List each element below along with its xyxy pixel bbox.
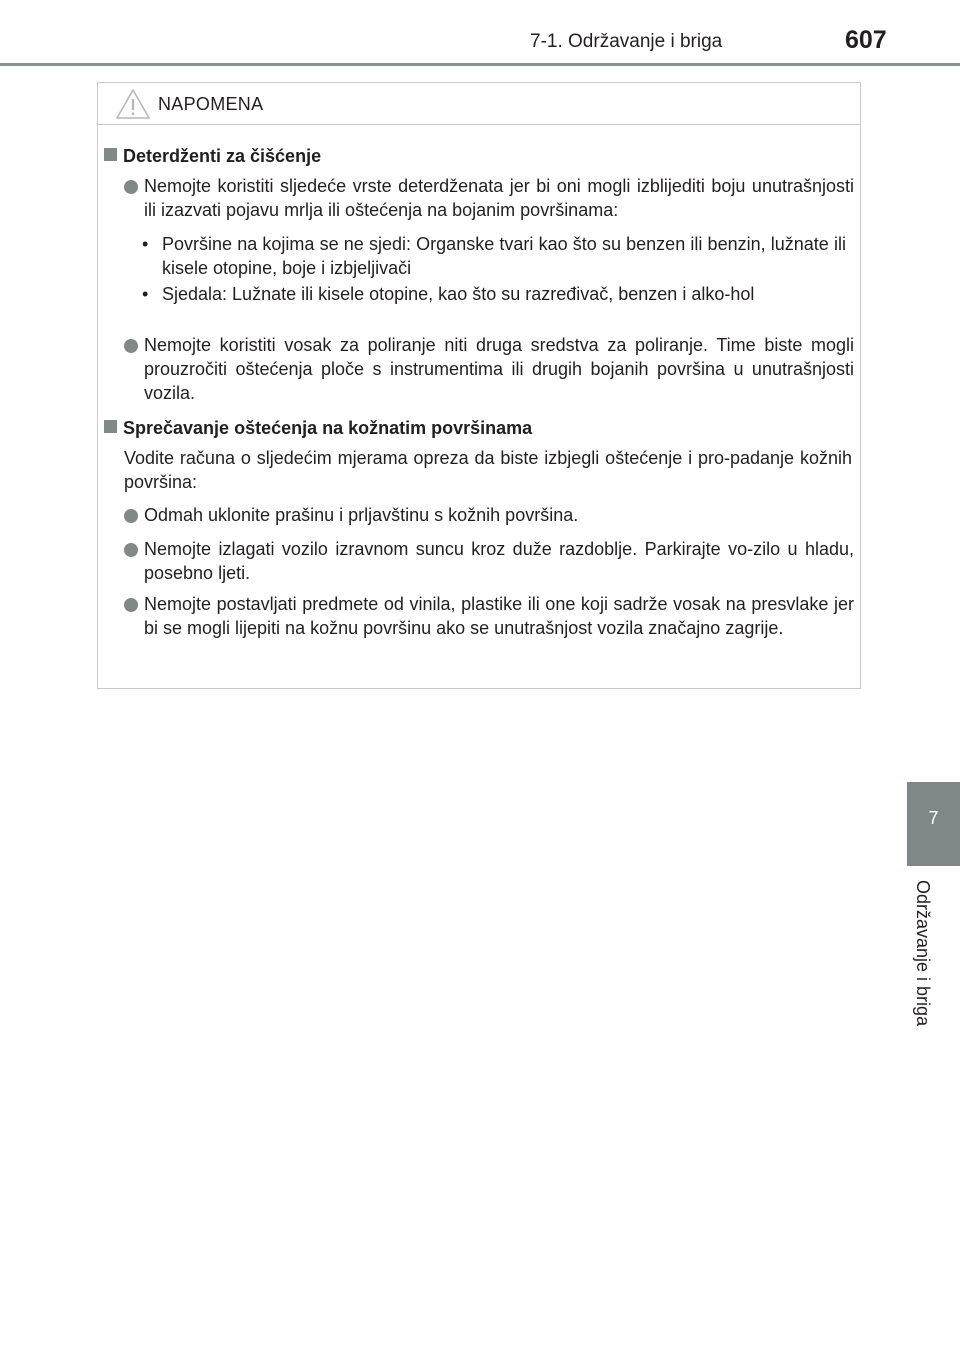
circle-bullet-icon [124, 509, 138, 523]
sub-bullet-marker: • [142, 284, 149, 304]
header-divider [0, 63, 960, 66]
square-bullet-icon [104, 420, 117, 433]
sub-item-text: Sjedala: Lužnate ili kisele otopine, kao što su razređivač, benzen i alko-hol [162, 284, 755, 304]
warning-triangle-icon [115, 88, 151, 120]
section-title: 7-1. Održavanje i briga [530, 31, 723, 52]
sub-bullet-marker: • [142, 234, 149, 254]
bullet-text: Odmah uklonite prašinu i prljavštinu s kožnih površina. [144, 505, 579, 525]
bullet-text: Nemojte koristiti vosak za poliranje niti druga sredstva za poliranje. Time biste mogli prouzročiti oštećenja ploče s instrumentima ili drugih bojanih površina u unutrašnjosti vozila. [144, 335, 854, 403]
bullet-text: Nemojte postavljati predmete od vinila, plastike ili one koji sadrže vosak na presvlake jer bi se mogli lijepiti na kožnu površinu ako se unutrašnjost vozila značajno zagrije. [144, 594, 854, 638]
circle-bullet-icon [124, 180, 138, 194]
square-bullet-icon [104, 148, 117, 161]
section-heading: Sprečavanje oštećenja na kožnatim površinama [104, 418, 532, 439]
intro-text: Vodite računa o sljedećim mjerama opreza da biste izbjegli oštećenje i pro-padanje kožnih površina: [124, 448, 852, 492]
section-heading: Deterdženti za čišćenje [104, 146, 321, 167]
page-number: 607 [845, 26, 887, 54]
chapter-label: Održavanje i briga [913, 880, 933, 1027]
sub-item-text: Površine na kojima se ne sjedi: Organske tvari kao što su benzen ili benzin, lužnate ili kisele otopine, boje i izbjeljivači [162, 234, 846, 278]
bullet-text: Nemojte koristiti sljedeće vrste deterdženata jer bi oni mogli izblijediti boju unutrašnjosti ili izazvati pojavu mrlja ili oštećenja na bojanim površinama: [144, 176, 854, 220]
circle-bullet-icon [124, 598, 138, 612]
circle-bullet-icon [124, 339, 138, 353]
note-title: NAPOMENA [158, 94, 264, 114]
note-header [98, 83, 860, 125]
circle-bullet-icon [124, 543, 138, 557]
chapter-tab [907, 782, 960, 866]
bullet-text: Nemojte izlagati vozilo izravnom suncu kroz duže razdoblje. Parkirajte vo-zilo u hladu, posebno ljeti. [144, 539, 854, 583]
chapter-number: 7 [928, 808, 939, 828]
